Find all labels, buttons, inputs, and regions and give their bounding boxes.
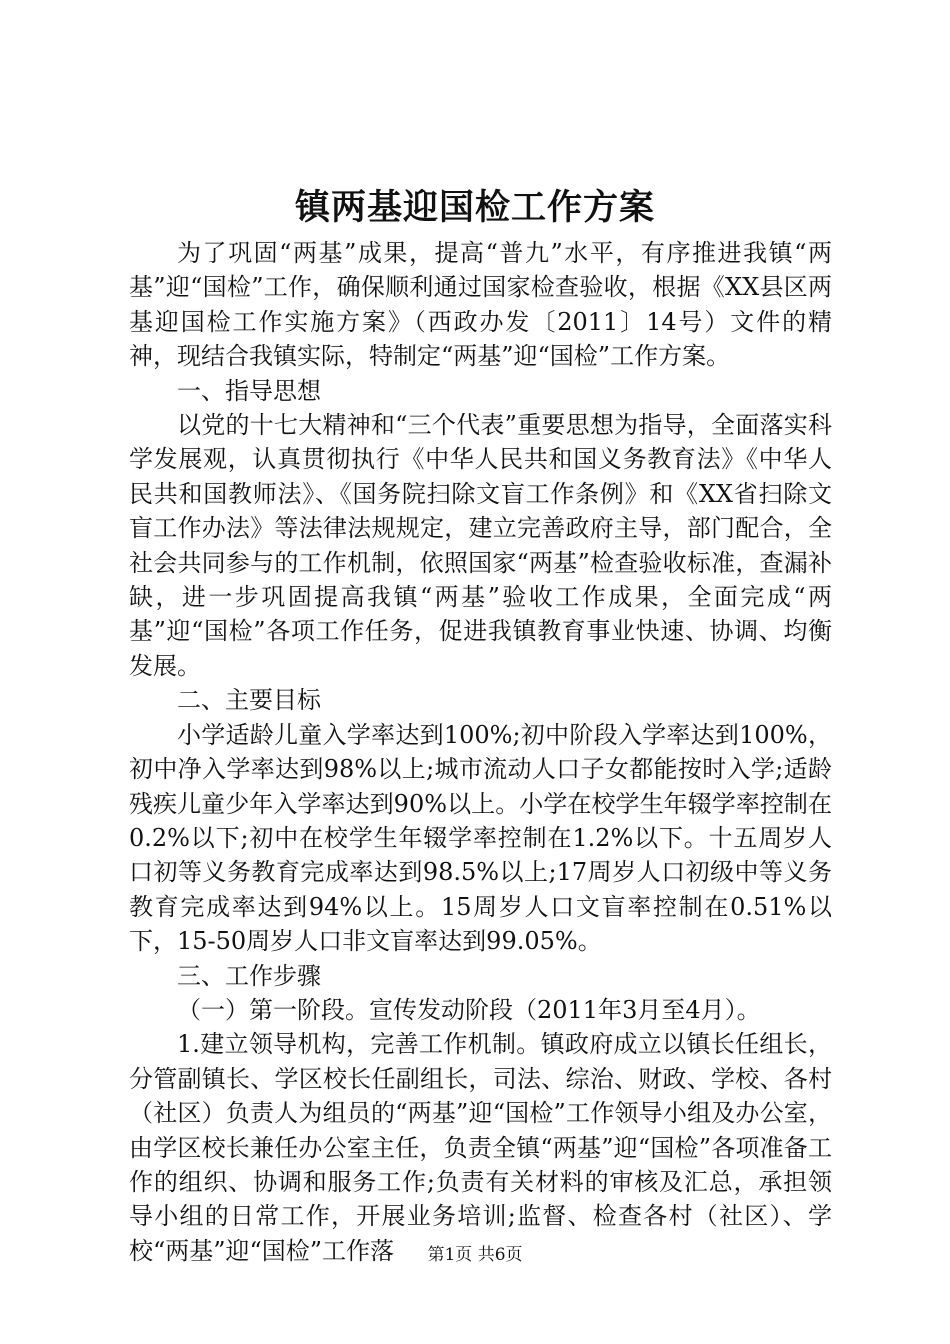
stage-one-paragraph: 1.建立领导机构，完善工作机制。镇政府成立以镇长任组长，分管副镇长、学区校长任副组长，司法、综治、财政、学校、各村（社区）负责人为组员的“两基”迎“国检”工作领导小组及办公室，由学区校长兼任办公室主任，负责全镇“两基”迎“国检”各项准备工作的组织、协调和服务工作;负责有关材料的审核及汇总，承担领导小组的日常工作，开展业务培训;监督、检查各村（社区）、学校“两基”迎“国检”工作落	[129, 1030, 832, 1265]
stage-one-heading: （一）第一阶段。宣传发动阶段（2011年3月至4月）。	[177, 995, 761, 1024]
intro-paragraph: 为了巩固“两基”成果，提高“普九”水平，有序推进我镇“两基”迎“国检”工作，确保顺利通过国家检查验收，根据《XX县区两基迎国检工作实施方案》（西政办发〔2011〕14号）文件的精神，现结合我镇实际，特制定“两基”迎“国检”工作方案。	[129, 239, 832, 371]
section-heading-main-goals: 二、主要目标	[177, 686, 321, 715]
page-number-footer: 第1页 共6页	[427, 1245, 523, 1265]
section-heading-guiding-ideology: 一、指导思想	[177, 376, 321, 405]
document-body	[129, 236, 832, 1268]
main-goals-paragraph: 小学适龄儿童入学率达到100%;初中阶段入学率达到100%，初中净入学率达到98%以上;城市流动人口子女都能按时入学;适龄残疾儿童少年入学率达到90%以上。小学在校学生年辍学率控制在0.2%以下;初中在校学生年辍学率控制在1.2%以下。十五周岁人口初等义务教育完成率达到98.5%以上;17周岁人口初级中等义务教育完成率达到94%以上。15周岁人口文盲率控制在0.51%以下，15-50周岁人口非文盲率达到99.05%。	[129, 720, 832, 956]
guiding-ideology-paragraph: 以党的十七大精神和“三个代表”重要思想为指导，全面落实科学发展观，认真贯彻执行《中华人民共和国义务教育法》《中华人民共和国教师法》、《国务院扫除文盲工作条例》和《XX省扫除文盲工作办法》等法律法规规定，建立完善政府主导，部门配合，全社会共同参与的工作机制，依照国家“两基”检查验收标准，查漏补缺，进一步巩固提高我镇“两基”验收工作成果，全面完成“两基”迎“国检”各项工作任务，促进我镇教育事业快速、协调、均衡发展。	[129, 411, 832, 680]
document-title: 镇两基迎国检工作方案	[294, 187, 655, 228]
section-heading-work-steps: 三、工作步骤	[177, 961, 321, 990]
